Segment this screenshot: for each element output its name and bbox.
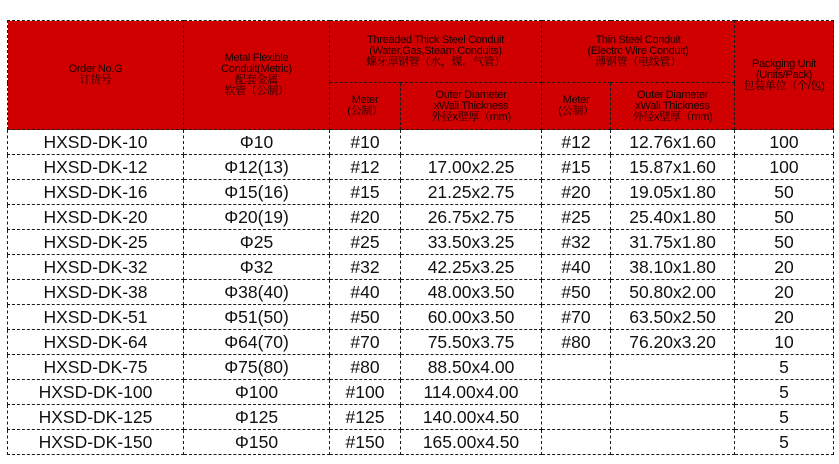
cell-flex-conduit: Φ10	[184, 130, 330, 155]
cell-thin-od	[611, 380, 735, 405]
cell-thick-meter: #12	[330, 155, 401, 180]
cell-flex-conduit: Φ32	[184, 255, 330, 280]
table-row	[8, 430, 834, 455]
cell-thin-od	[611, 430, 735, 455]
cell-thin-meter: #40	[542, 255, 611, 280]
table-row	[8, 255, 834, 280]
table-row	[8, 230, 834, 255]
cell-thick-meter: #10	[330, 130, 401, 155]
cell-order-no: HXSD-DK-12	[8, 155, 184, 180]
header-flex-conduit: Metal Flexible Conduit(Metric) 配套金属 软管（公制）	[184, 21, 330, 130]
table-row	[8, 355, 834, 380]
cell-order-no: HXSD-DK-51	[8, 305, 184, 330]
cell-packing-unit: 20	[735, 255, 834, 280]
cell-thin-meter	[542, 380, 611, 405]
cell-flex-conduit: Φ125	[184, 405, 330, 430]
cell-thick-od: 42.25x3.25	[401, 255, 542, 280]
cell-thin-od: 25.40x1.80	[611, 205, 735, 230]
cell-thick-meter: #50	[330, 305, 401, 330]
cell-packing-unit: 5	[735, 430, 834, 455]
header-thick-od: Outer Diameter xWall Thickness 外径x壁厚（mm)	[401, 83, 542, 130]
cell-thin-meter	[542, 355, 611, 380]
cell-thin-meter: #20	[542, 180, 611, 205]
cell-order-no: HXSD-DK-25	[8, 230, 184, 255]
cell-thick-meter: #40	[330, 280, 401, 305]
cell-order-no: HXSD-DK-150	[8, 430, 184, 455]
cell-order-no: HXSD-DK-38	[8, 280, 184, 305]
conduit-spec-table	[7, 20, 834, 455]
cell-packing-unit: 50	[735, 205, 834, 230]
cell-thick-od: 165.00x4.50	[401, 430, 542, 455]
header-thin-meter: Meter (公制）	[542, 83, 611, 130]
cell-packing-unit: 5	[735, 405, 834, 430]
cell-thin-od: 50.80x2.00	[611, 280, 735, 305]
cell-thin-meter: #50	[542, 280, 611, 305]
cell-thin-meter: #32	[542, 230, 611, 255]
cell-thick-meter: #125	[330, 405, 401, 430]
cell-thin-od: 63.50x2.50	[611, 305, 735, 330]
cell-packing-unit: 10	[735, 330, 834, 355]
cell-thin-meter: #70	[542, 305, 611, 330]
table-row	[8, 330, 834, 355]
cell-order-no: HXSD-DK-64	[8, 330, 184, 355]
cell-order-no: HXSD-DK-10	[8, 130, 184, 155]
cell-thick-od: 75.50x3.75	[401, 330, 542, 355]
table-row	[8, 380, 834, 405]
cell-thick-meter: #20	[330, 205, 401, 230]
cell-packing-unit: 5	[735, 380, 834, 405]
cell-thick-meter: #15	[330, 180, 401, 205]
cell-thick-od: 114.00x4.00	[401, 380, 542, 405]
cell-thick-od: 17.00x2.25	[401, 155, 542, 180]
cell-thin-od: 76.20x3.20	[611, 330, 735, 355]
cell-flex-conduit: Φ12(13)	[184, 155, 330, 180]
cell-packing-unit: 20	[735, 305, 834, 330]
cell-flex-conduit: Φ75(80)	[184, 355, 330, 380]
cell-packing-unit: 50	[735, 230, 834, 255]
cell-thick-meter: #25	[330, 230, 401, 255]
cell-packing-unit: 100	[735, 155, 834, 180]
cell-packing-unit: 5	[735, 355, 834, 380]
cell-thick-meter: #100	[330, 380, 401, 405]
cell-thick-meter: #80	[330, 355, 401, 380]
cell-thin-od: 19.05x1.80	[611, 180, 735, 205]
cell-thick-meter: #32	[330, 255, 401, 280]
cell-thick-meter: #70	[330, 330, 401, 355]
cell-order-no: HXSD-DK-100	[8, 380, 184, 405]
header-order-no: Order No.G 订货号	[8, 21, 184, 130]
cell-thin-od: 31.75x1.80	[611, 230, 735, 255]
cell-thin-meter: #80	[542, 330, 611, 355]
cell-thick-od: 21.25x2.75	[401, 180, 542, 205]
table-row	[8, 280, 834, 305]
header-thick-conduit: Threaded Thick Steel Conduit (Water,Gas,Steam Conduits) 螺牙厚钢管（水，煤。气管）	[330, 21, 542, 83]
table-row	[8, 205, 834, 230]
cell-order-no: HXSD-DK-125	[8, 405, 184, 430]
cell-thin-od: 15.87x1.60	[611, 155, 735, 180]
cell-packing-unit: 100	[735, 130, 834, 155]
cell-thick-od: 33.50x3.25	[401, 230, 542, 255]
cell-flex-conduit: Φ20(19)	[184, 205, 330, 230]
cell-thin-od: 38.10x1.80	[611, 255, 735, 280]
cell-order-no: HXSD-DK-32	[8, 255, 184, 280]
cell-flex-conduit: Φ150	[184, 430, 330, 455]
table-row	[8, 130, 834, 155]
cell-flex-conduit: Φ15(16)	[184, 180, 330, 205]
cell-thin-meter: #25	[542, 205, 611, 230]
cell-packing-unit: 50	[735, 180, 834, 205]
cell-flex-conduit: Φ100	[184, 380, 330, 405]
cell-flex-conduit: Φ64(70)	[184, 330, 330, 355]
cell-thick-od: 26.75x2.75	[401, 205, 542, 230]
table-row	[8, 405, 834, 430]
cell-thin-od	[611, 405, 735, 430]
cell-thin-meter	[542, 405, 611, 430]
header-packing-unit: Packging Unit (Units/Pack) 包装单位（个/包)	[735, 21, 834, 130]
cell-packing-unit: 20	[735, 280, 834, 305]
cell-thin-od: 12.76x1.60	[611, 130, 735, 155]
header-thick-meter: Meter (公制）	[330, 83, 401, 130]
table-row	[8, 305, 834, 330]
cell-flex-conduit: Φ38(40)	[184, 280, 330, 305]
table-row	[8, 155, 834, 180]
cell-flex-conduit: Φ25	[184, 230, 330, 255]
cell-thick-od: 88.50x4.00	[401, 355, 542, 380]
cell-thick-meter: #150	[330, 430, 401, 455]
cell-thin-od	[611, 355, 735, 380]
cell-thick-od: 60.00x3.50	[401, 305, 542, 330]
table-row	[8, 180, 834, 205]
header-thin-od: Outer Diameter xWall Thickness 外径x壁厚（mm)	[611, 83, 735, 130]
header-thin-conduit: Thin Steel Conduit (Electrc Wire Conduit) 薄钢管（电线管）	[542, 21, 735, 83]
cell-thick-od: 48.00x3.50	[401, 280, 542, 305]
cell-thin-meter: #12	[542, 130, 611, 155]
cell-order-no: HXSD-DK-16	[8, 180, 184, 205]
cell-order-no: HXSD-DK-75	[8, 355, 184, 380]
cell-flex-conduit: Φ51(50)	[184, 305, 330, 330]
cell-order-no: HXSD-DK-20	[8, 205, 184, 230]
cell-thick-od	[401, 130, 542, 155]
cell-thick-od: 140.00x4.50	[401, 405, 542, 430]
cell-thin-meter	[542, 430, 611, 455]
cell-thin-meter: #15	[542, 155, 611, 180]
